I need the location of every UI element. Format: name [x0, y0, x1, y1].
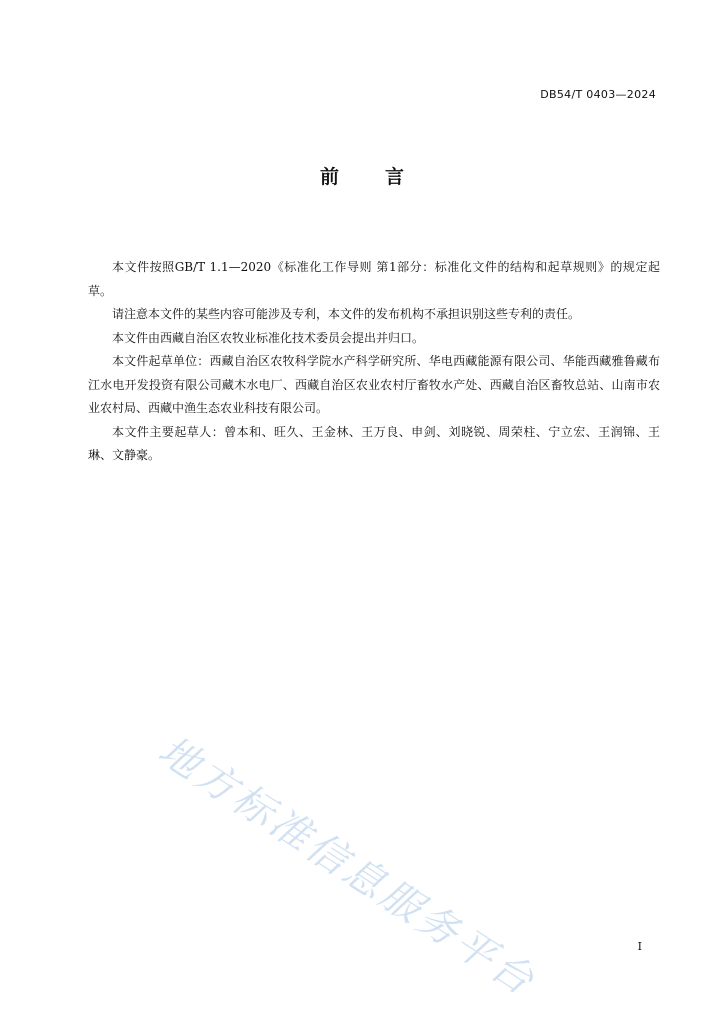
paragraph-patent-notice: 请注意本文件的某些内容可能涉及专利，本文件的发布机构不承担识别这些专利的责任。 [112, 307, 581, 321]
paragraph-drafting-units: 本文件起草单位：西藏自治区农牧科学院水产科学研究所、华电西藏能源有限公司、华能西藏雅鲁藏布江水电开发投资有限公司藏木水电厂、西藏自治区农业农村厅畜牧水产处、西藏自治区畜牧总站、山南市农业农村局、西藏中渔生态农业科技有限公司。 [88, 354, 660, 415]
document-code: DB54/T 0403—2024 [540, 88, 656, 101]
paragraph-drafting-rules: 本文件按照GB/T 1.1—2020《标准化工作导则 第1部分：标准化文件的结构和起草规则》的规定起草。 [88, 260, 660, 298]
page-title-char-2: 言 [385, 166, 405, 188]
watermark: 地方标准信息服务平台 [150, 727, 545, 1006]
paragraph-drafters: 本文件主要起草人：曾本和、旺久、王金林、王万良、申剑、刘晓锐、周荣柱、宁立宏、王润锦、王琳、文静豪。 [88, 424, 660, 462]
paragraph-proposer: 本文件由西藏自治区农牧业标准化技术委员会提出并归口。 [112, 330, 425, 345]
body-text [88, 256, 660, 468]
page-title-char-1: 前 [319, 166, 339, 188]
page-number: I [637, 940, 642, 953]
page-title [0, 162, 724, 189]
